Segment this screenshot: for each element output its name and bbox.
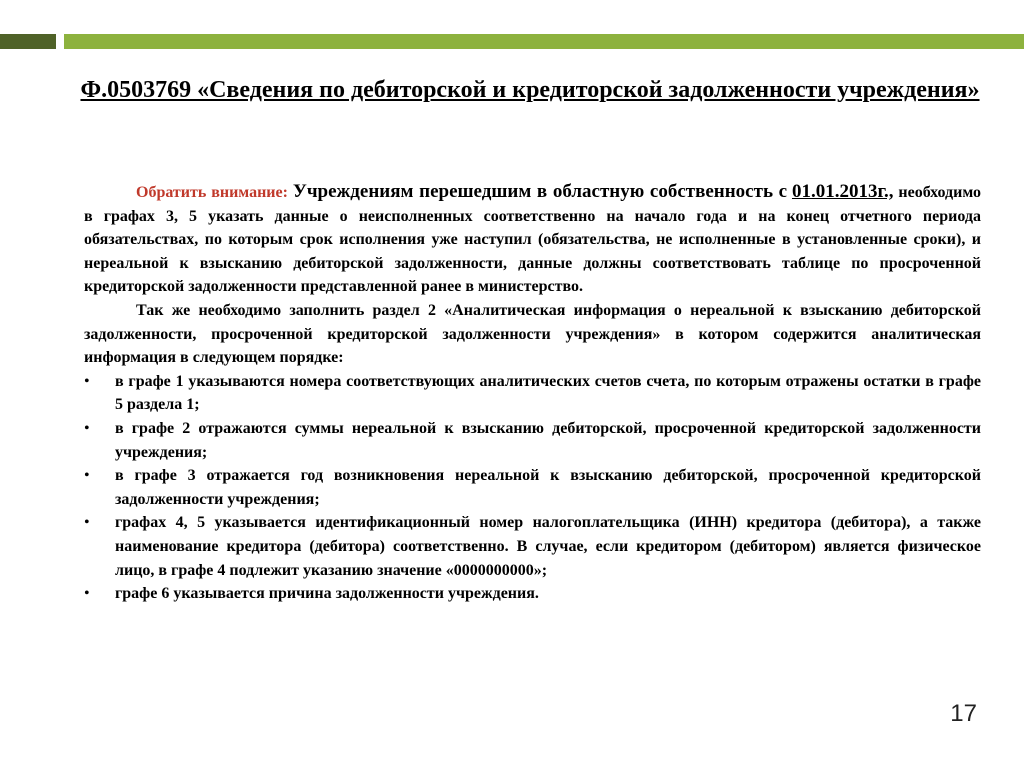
list-item [84, 417, 981, 464]
header-bar-light [64, 34, 1024, 49]
header-bar-dark [0, 34, 56, 49]
intro-paragraph [84, 180, 981, 299]
bullet-icon: • [84, 467, 90, 485]
list-item [84, 370, 981, 417]
attention-label: Обратить внимание: [136, 184, 288, 201]
list-item [84, 582, 981, 606]
bullet-icon: • [84, 419, 90, 437]
list-item-text: в графе 3 отражается год возникновения нереальной к взысканию дебиторской, просроченной кредиторской задолженности учреждения; [115, 467, 981, 508]
intro-body: необходимо в графах 3, 5 указать данные о неисполненных соответственно на начало года и на конец отчетного периода обязательствах, по которым срок исполнения уже наступил (обязательства, не исполненные в установленные сроки), и нереальной к взысканию дебиторской задолженности, данные должны соответствовать таблице по просроченной кредиторской задолженности представленной ранее в министерство. [84, 184, 982, 296]
intro-date: 01.01.2013г., [791, 181, 894, 202]
list-item [84, 464, 981, 511]
bullet-icon: • [84, 372, 90, 390]
bullet-icon: • [84, 514, 90, 532]
intro-lead: Учреждениям перешедшим в областную собственность с [292, 181, 788, 202]
list-item-text: в графе 2 отражаются суммы нереальной к взысканию дебиторской, просроченной кредиторской задолженности учреждения; [115, 419, 981, 461]
slide-content [84, 180, 981, 606]
list-item-text: в графе 1 указываются номера соответствующих аналитических счетов счета, по которым отражены остатки в графе 5 раздела 1; [115, 372, 981, 414]
bullet-list [84, 370, 981, 606]
list-item-text: графах 4, 5 указывается идентификационный номер налогоплательщика (ИНН) кредитора (дебитора), а также наименование кредитора (дебитора) соответственно. В случае, если кредитором (дебитором) является физическое лицо, в графе 4 подлежит указанию значение «0000000000»; [115, 514, 981, 579]
slide-title: Ф.0503769 «Сведения по дебиторской и кредиторской задолженности учреждения» [80, 77, 980, 103]
bullet-icon: • [84, 585, 90, 603]
list-item [84, 511, 981, 582]
page-number: 17 [950, 700, 977, 727]
paragraph-2: Так же необходимо заполнить раздел 2 «Аналитическая информация о нереальной к взысканию дебиторской задолженности, просроченной кредиторской задолженности учреждения» в котором содержится аналитическая информация в следующем порядке: [84, 301, 981, 367]
list-item-text: графе 6 указывается причина задолженности учреждения. [115, 585, 539, 603]
